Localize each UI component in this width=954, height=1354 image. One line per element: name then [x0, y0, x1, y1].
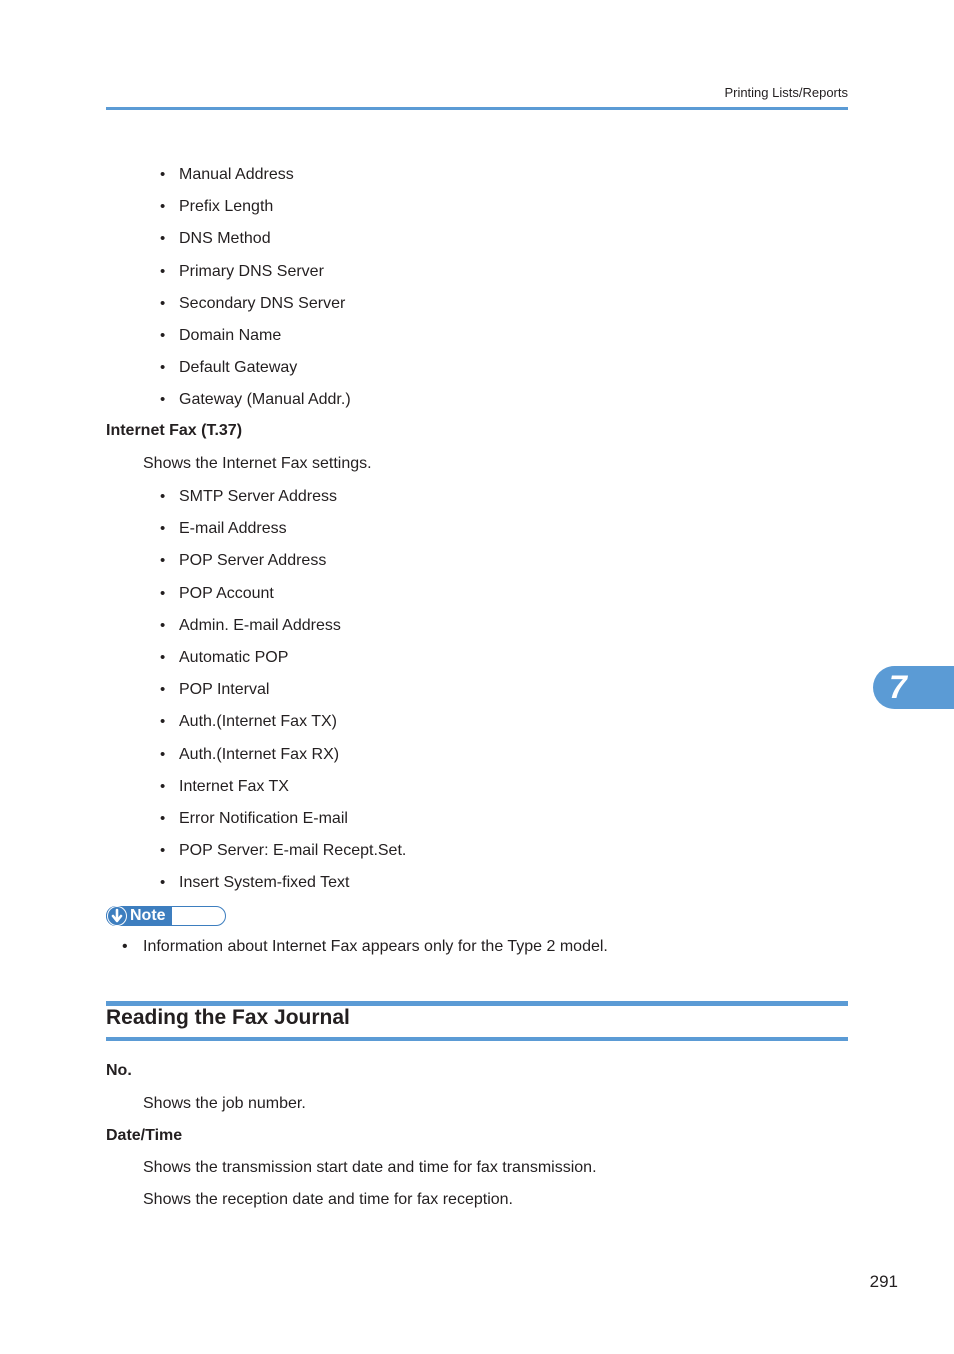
- section-rule-bottom: [106, 1037, 848, 1041]
- list-item: • Primary DNS Server: [160, 256, 351, 288]
- list-item: • POP Interval: [160, 674, 406, 706]
- list-item: • Domain Name: [160, 320, 351, 352]
- list-item: • Manual Address: [160, 159, 351, 191]
- header-rule: [106, 107, 848, 110]
- list-item: • Gateway (Manual Addr.): [160, 384, 351, 416]
- note-badge-fill: [106, 906, 172, 926]
- list-item: • Auth.(Internet Fax TX): [160, 706, 406, 738]
- list-item: • SMTP Server Address: [160, 481, 406, 513]
- field-desc-date-time: Shows the reception date and time for fax reception.: [143, 1191, 513, 1208]
- field-term-date-time: Date/Time: [106, 1127, 183, 1144]
- chapter-number: 7: [889, 669, 907, 705]
- running-header: Printing Lists/Reports: [724, 85, 848, 100]
- list-item: • Secondary DNS Server: [160, 288, 351, 320]
- down-arrow-icon: [107, 906, 127, 926]
- list-item: • POP Server: E-mail Recept.Set.: [160, 835, 406, 867]
- page-number: 291: [869, 1272, 898, 1291]
- internet-fax-term: Internet Fax (T.37): [106, 422, 243, 439]
- note-badge: [106, 906, 226, 926]
- list-item: • Admin. E-mail Address: [160, 610, 406, 642]
- section-title: Reading the Fax Journal: [106, 1006, 350, 1029]
- field-desc-no: Shows the job number.: [143, 1095, 306, 1112]
- list-item: • Default Gateway: [160, 352, 351, 384]
- internet-fax-settings-list: [160, 481, 406, 899]
- list-item: • POP Account: [160, 578, 406, 610]
- list-item: • Internet Fax TX: [160, 771, 406, 803]
- list-item: • Auth.(Internet Fax RX): [160, 739, 406, 771]
- chapter-tab: [873, 666, 954, 709]
- list-item: • DNS Method: [160, 223, 351, 255]
- list-item: • POP Server Address: [160, 545, 406, 577]
- note-text: • Information about Internet Fax appears only for the Type 2 model.: [122, 938, 608, 956]
- list-item: • Error Notification E-mail: [160, 803, 406, 835]
- network-settings-list: [160, 159, 351, 417]
- internet-fax-description: Shows the Internet Fax settings.: [143, 455, 372, 472]
- list-item: • Automatic POP: [160, 642, 406, 674]
- list-item: • Prefix Length: [160, 191, 351, 223]
- note-label: Note: [130, 907, 166, 924]
- field-desc-date-time: Shows the transmission start date and time for fax transmission.: [143, 1159, 597, 1176]
- list-item: • Insert System-fixed Text: [160, 867, 406, 899]
- field-term-no: No.: [106, 1062, 132, 1079]
- list-item: • E-mail Address: [160, 513, 406, 545]
